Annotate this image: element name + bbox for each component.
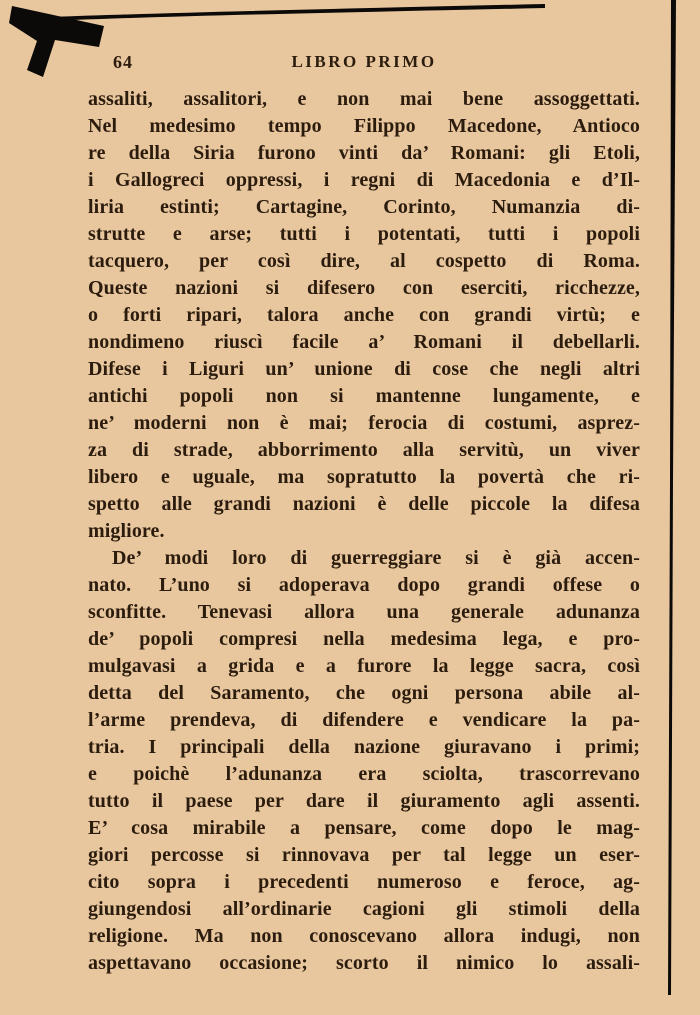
text-line: za di strade, abborrimento alla servitù, un viver [88,439,640,461]
text-line: e poichè l’adunanza era sciolta, trascorrevano [88,763,640,785]
text-line: mulgavasi a grida e a furore la legge sacra, così [88,655,640,677]
text-line: E’ cosa mirabile a pensare, come dopo le mag- [88,817,640,839]
paragraph [88,545,640,977]
text-line: l’arme prendeva, di difendere e vendicare la pa- [88,709,640,731]
ink-line-right [668,0,676,995]
text-line: detta del Saramento, che ogni persona abile al- [88,682,640,704]
text-line: libero e uguale, ma sopratutto la povertà che ri- [88,466,640,488]
text-line: liria estinti; Cartagine, Corinto, Numanzia di- [88,196,640,218]
text-line: i Gallogreci oppressi, i regni di Macedonia e d’Il- [88,169,640,191]
text-line: spetto alle grandi nazioni è delle piccole la difesa [88,493,640,515]
text-line: antichi popoli non si mantenne lungamente, e [88,385,640,407]
text-line: Nel medesimo tempo Filippo Macedone, Antioco [88,115,640,137]
text-line: aspettavano occasione; scorto il nimico lo assali- [88,952,640,974]
text-line: nato. L’uno si adoperava dopo grandi offese o [88,574,640,596]
text-line: cito sopra i precedenti numeroso e feroce, ag- [88,871,640,893]
text-line: tutto il paese per dare il giuramento agli assenti. [88,790,640,812]
text-line: Difese i Liguri un’ unione di cose che negli altri [88,358,640,380]
page-body [88,86,640,977]
text-line: Queste nazioni si difesero con eserciti, ricchezze, [88,277,640,299]
ink-line-top [50,4,545,21]
text-line: assaliti, assalitori, e non mai bene assoggettati. [88,88,640,110]
text-line: de’ popoli compresi nella medesima lega, e pro- [88,628,640,650]
text-line: re della Siria furono vinti da’ Romani: gli Etoli, [88,142,640,164]
text-line: giungendosi all’ordinarie cagioni gli stimoli della [88,898,640,920]
text-line: De’ modi loro di guerreggiare si è già accen- [112,547,640,569]
text-line: tria. I principali della nazione giuravano i primi; [88,736,640,758]
text-line: ne’ moderni non è mai; ferocia di costumi, asprez- [88,412,640,434]
running-title: LIBRO PRIMO [291,52,437,71]
text-line: giori percosse si rinnovava per tal legge un eser- [88,844,640,866]
paragraph [88,86,640,545]
text-line: sconfitte. Tenevasi allora una generale adunanza [88,601,640,623]
text-line: religione. Ma non conoscevano allora indugi, non [88,925,640,947]
text-line: o forti ripari, talora anche con grandi virtù; e [88,304,640,326]
text-line: strutte e arse; tutti i potentati, tutti i popoli [88,223,640,245]
text-line: tacquero, per così dire, al cospetto di Roma. [88,250,640,272]
text-line: nondimeno riuscì facile a’ Romani il debellarli. [88,331,640,353]
page-header [88,52,640,76]
page-number: 64 [113,52,133,72]
text-line: migliore. [88,520,165,542]
